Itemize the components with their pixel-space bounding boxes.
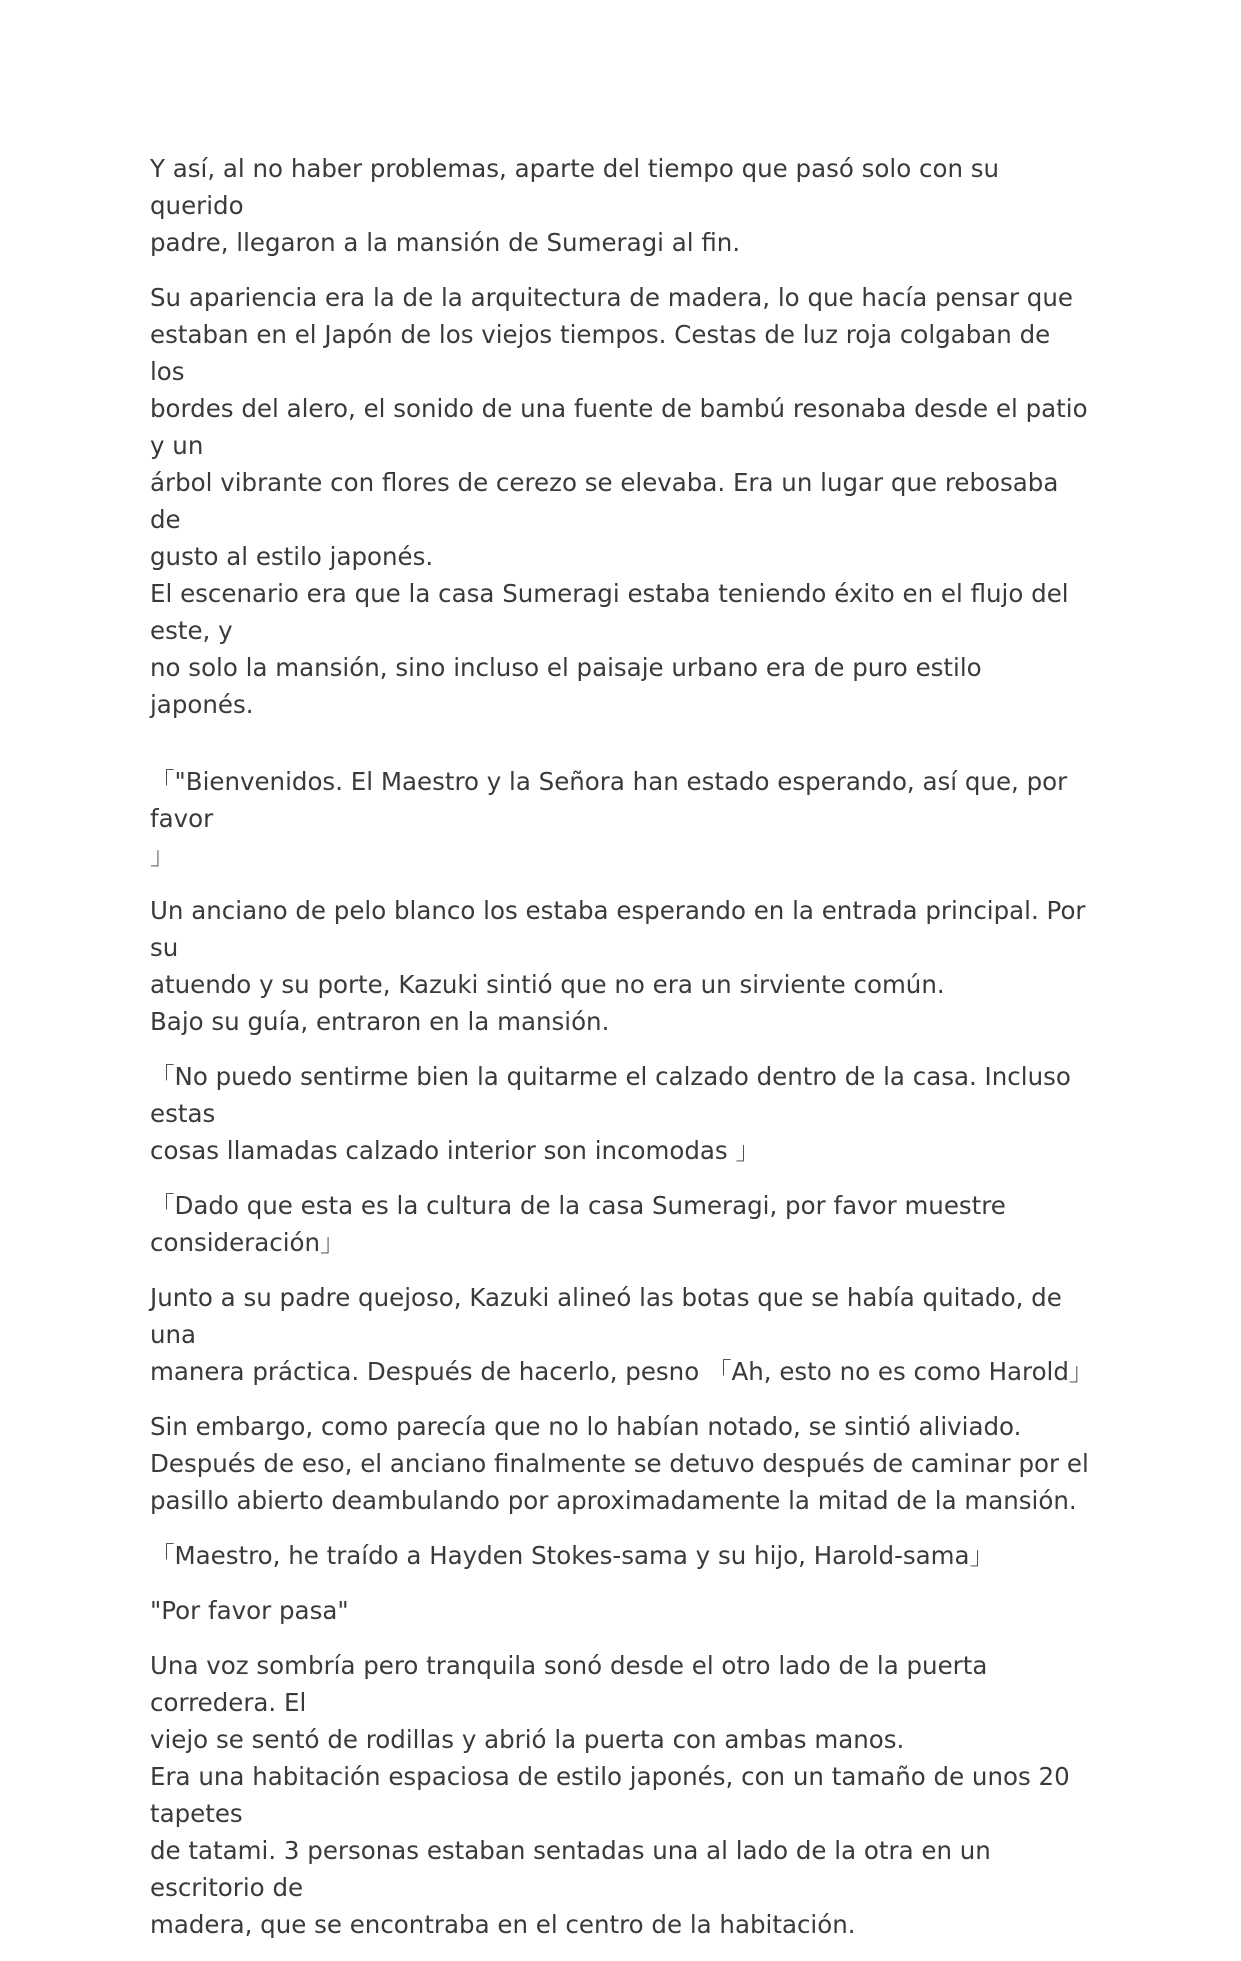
document-body [150, 150, 1094, 1961]
text-line: árbol vibrante con flores de cerezo se elevaba. Era un lugar que rebosaba de [150, 468, 1059, 534]
text-line: 「"Bienvenidos. El Maestro y la Señora han estado esperando, así que, por favor [150, 767, 1068, 833]
text-line: Un anciano de pelo blanco los estaba esperando en la entrada principal. Por su [150, 896, 1086, 962]
text-line: El escenario era que la casa Sumeragi estaba teniendo éxito en el flujo del este, y [150, 579, 1069, 645]
text-line: consideración」 [150, 1228, 345, 1257]
text-line: cosas llamadas calzado interior son incomodas 」 [150, 1136, 760, 1165]
text-line: bordes del alero, el sonido de una fuente de bambú resonaba desde el patio y un [150, 394, 1088, 460]
paragraph-old-man [150, 892, 1090, 1040]
paragraph-mansion-description [150, 279, 1090, 723]
text-line: Y así, al no haber problemas, aparte del tiempo que pasó solo con su querido [150, 154, 1000, 220]
dialogue-announcement [150, 1537, 1090, 1574]
text-line: 「Dado que esta es la cultura de la casa Sumeragi, por favor muestre [150, 1191, 1006, 1220]
text-line: Era una habitación espaciosa de estilo japonés, con un tamaño de unos 20 tapetes [150, 1762, 1070, 1828]
text-line: Una voz sombría pero tranquila sonó desde el otro lado de la puerta corredera. El [150, 1651, 988, 1717]
dialogue-shoes-complaint [150, 1058, 1090, 1169]
text-line: gusto al estilo japonés. [150, 542, 434, 571]
dialogue-culture [150, 1187, 1090, 1261]
dialogue-welcome [150, 763, 1090, 874]
text-line: Bajo su guía, entraron en la mansión. [150, 1007, 610, 1036]
paragraph-arrival [150, 150, 1090, 261]
text-line: pasillo abierto deambulando por aproximadamente la mitad de la mansión. [150, 1486, 1077, 1515]
paragraph-boots [150, 1279, 1094, 1390]
text-line: padre, llegaron a la mansión de Sumeragi al fin. [150, 228, 741, 257]
dialogue-come-in [150, 1592, 1090, 1629]
text-line: Sin embargo, como parecía que no lo habían notado, se sintió aliviado. [150, 1412, 1022, 1441]
text-line: Junto a su padre quejoso, Kazuki alineó las botas que se había quitado, de una [150, 1283, 1062, 1349]
text-line: madera, que se encontraba en el centro de la habitación. [150, 1910, 856, 1939]
text-line: manera práctica. Después de hacerlo, pesno 「Ah, esto no es como Harold」 [150, 1357, 1094, 1386]
text-line: "Por favor pasa" [150, 1596, 349, 1625]
paragraph-relief [150, 1408, 1090, 1519]
text-line: 」 [150, 841, 175, 870]
text-line: viejo se sentó de rodillas y abrió la puerta con ambas manos. [150, 1725, 905, 1754]
text-line: Su apariencia era la de la arquitectura de madera, lo que hacía pensar que [150, 283, 1073, 312]
paragraph-room [150, 1647, 1090, 1943]
text-line: estaban en el Japón de los viejos tiempos. Cestas de luz roja colgaban de los [150, 320, 1051, 386]
text-line: atuendo y su porte, Kazuki sintió que no era un sirviente común. [150, 970, 945, 999]
text-line: Después de eso, el anciano finalmente se detuvo después de caminar por el [150, 1449, 1089, 1478]
text-line: no solo la mansión, sino incluso el paisaje urbano era de puro estilo japonés. [150, 653, 982, 719]
text-line: 「No puedo sentirme bien la quitarme el calzado dentro de la casa. Incluso estas [150, 1062, 1071, 1128]
text-line: 「Maestro, he traído a Hayden Stokes-sama y su hijo, Harold-sama」 [150, 1541, 995, 1570]
text-line: de tatami. 3 personas estaban sentadas una al lado de la otra en un escritorio de [150, 1836, 991, 1902]
